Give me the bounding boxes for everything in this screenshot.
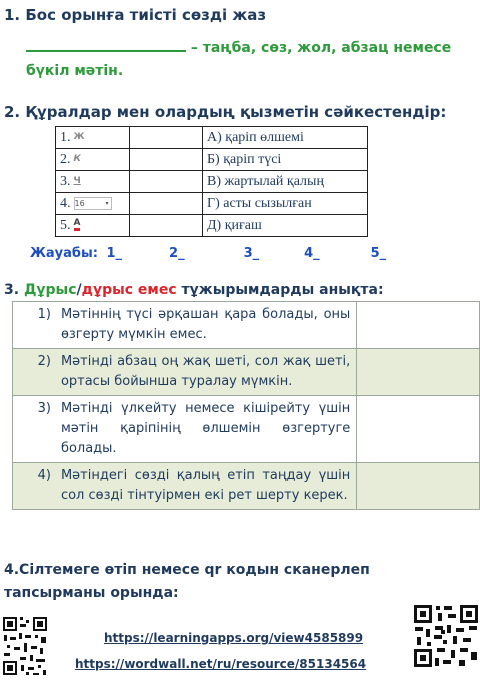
row-text: Мәтінді үлкейту немесе кішірейту үшін мәтін қаріпінің өлшемін өзгертуге болады. (55, 396, 357, 463)
tool-cell (56, 171, 130, 193)
row-text: Мәтіннің түсі әрқашан қара болады, оны өзгерту мүмкін емес. (55, 302, 357, 349)
task3-num: 3. (4, 282, 20, 298)
answer-slot[interactable]: 2_ (169, 246, 185, 261)
table-row (13, 302, 480, 349)
task4-title-line2: тапсырманы орында: (4, 585, 179, 601)
gap-cell (130, 127, 203, 149)
tool-cell (56, 127, 130, 149)
font-size-dropdown-icon (74, 197, 112, 210)
task3-rest: тұжырымдарды анықта: (181, 282, 384, 298)
font-size-value: 16 (74, 198, 85, 208)
answer-cell[interactable] (357, 463, 480, 510)
match-row (56, 149, 368, 171)
answer-slot[interactable]: 5_ (370, 246, 387, 261)
match-row (56, 127, 368, 149)
row-num: 2) (13, 349, 55, 396)
link-learningapps[interactable]: https://learningapps.org/view4585899 (104, 631, 364, 645)
answer-cell[interactable] (357, 302, 480, 349)
option-cell: Г) асты сызылған (203, 193, 368, 215)
tool-num: 4. (60, 195, 71, 211)
row-num: 4) (13, 463, 55, 510)
tool-num: 3. (60, 173, 71, 189)
row-text: Мәтінді абзац оң жақ шеті, сол жақ шеті, ортасы бойынша туралау мүмкін. (55, 349, 357, 396)
task1-line2: бүкіл мәтін. (26, 63, 124, 79)
tool-num: 5. (60, 217, 71, 233)
answer-cell[interactable] (357, 349, 480, 396)
tool-cell (56, 149, 130, 171)
gap-cell (130, 193, 203, 215)
match-row (56, 215, 368, 237)
tool-cell (56, 193, 130, 215)
option-cell: А) қаріп өлшемі (203, 127, 368, 149)
gap-cell (130, 149, 203, 171)
gap-cell (130, 171, 203, 193)
bold-icon: Ж (73, 132, 85, 143)
option-cell: Д) қиғаш (203, 215, 368, 237)
task3-slash: / (76, 282, 82, 298)
table-row (13, 463, 480, 510)
answer-blank[interactable] (26, 36, 186, 52)
task3-true-word: Дұрыс (23, 282, 77, 298)
task3-title (4, 282, 384, 298)
match-table (55, 126, 368, 237)
row-num: 1) (13, 302, 55, 349)
task2-title: 2. Құралдар мен олардың қызметін сәйкестендір: (4, 103, 447, 121)
task3-false-word: дұрыс емес (81, 282, 177, 298)
underline-icon: Ч (73, 176, 81, 187)
tool-cell (56, 215, 130, 237)
chevron-down-icon: ▾ (105, 199, 109, 207)
answer-slot[interactable]: 1_ (106, 246, 123, 261)
answer-slot[interactable]: 4_ (304, 246, 320, 261)
match-row (56, 171, 368, 193)
qr-code-left (2, 615, 48, 677)
true-false-table (12, 301, 480, 510)
tool-num: 1. (60, 129, 71, 145)
qr-code-right (413, 604, 479, 668)
answer-cell[interactable] (357, 396, 480, 463)
answers-label: Жауабы: (30, 246, 98, 261)
answers-line (30, 246, 401, 261)
option-cell: В) жартылай қалың (203, 171, 368, 193)
row-text: Мәтіндегі сөзді қалың етіп таңдау үшін сол сөзді тінтуірмен екі рет шерту керек. (55, 463, 357, 510)
answer-slot[interactable]: 3_ (243, 246, 260, 261)
option-cell: Б) қаріп түсі (203, 149, 368, 171)
table-row (13, 396, 480, 463)
task1-line1-text: – таңба, сөз, жол, абзац немесе (190, 40, 452, 56)
italic-icon: К (73, 154, 81, 165)
task1-line1 (26, 36, 451, 56)
task4-title-line1: 4.Сілтемеге өтіп немесе qr кодын сканерлеп (4, 562, 370, 578)
gap-cell (130, 215, 203, 237)
match-row (56, 193, 368, 215)
link-wordwall[interactable]: https://wordwall.net/ru/resource/85134564 (75, 657, 367, 671)
font-color-icon: А (74, 219, 81, 231)
tool-num: 2. (60, 151, 71, 167)
table-row (13, 349, 480, 396)
task1-title: 1. Бос орынға тиісті сөзді жаз (4, 6, 267, 24)
row-num: 3) (13, 396, 55, 463)
